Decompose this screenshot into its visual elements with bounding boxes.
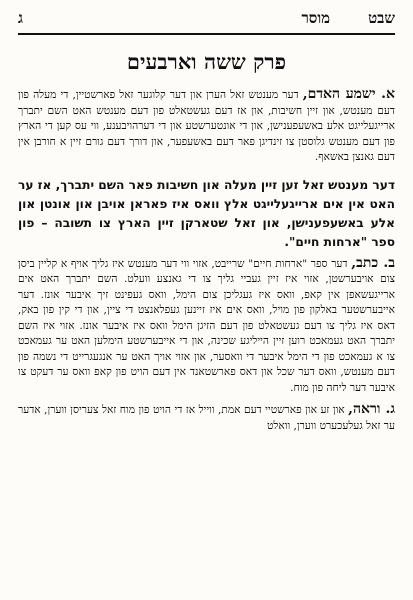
header-section-name: מוסר xyxy=(301,8,331,27)
summary-source: פון ספר "ארחות חיים". xyxy=(18,215,395,249)
paragraph-b xyxy=(18,256,395,397)
paragraph-g xyxy=(18,402,395,434)
running-header xyxy=(18,6,395,30)
header-rule xyxy=(18,33,395,35)
paragraph-a xyxy=(18,87,395,166)
paragraph-g-label: ג. וראה, xyxy=(348,401,395,417)
paragraph-a-label: א. ישמע האדם, xyxy=(302,86,395,102)
chapter-summary xyxy=(18,176,395,252)
summary-text: דער מענטש זאל זען זיין מעלה און חשיבות פאר השם יתברך, אז ער האט אין אים ארייגעלייגט אלץ וואס איז פאראן אויבן און אונטן און אלע באשעפענישן, און זאל שטארקן זיין הארץ צו תשובה – xyxy=(17,177,395,230)
header-book-name: שבט xyxy=(368,8,395,27)
paragraph-b-label: ב. כתב, xyxy=(351,254,396,271)
paragraph-b-text: דער ספר "ארחות חיים" שרייבט, אזוי ווי דער מענטש איז גליך אויף א קליין ביסן צום אויבערשטן, אזוי איז זיין געביי גליך צו די גאנצע וועלט. השם יתברך האט אים ארייגעשאפן אין קאפ, וואס איז געגליכן צום הימל, וואס געפינט זיך איבער אונז. דער אייבערשטער באלקון פון מויל, וואס אים איז זיינען געפלאנצט די ציין, און די קין פון באק, דאס איז גליך צו דעם געשטאלט פון דעם הזיגן הימל וואס איז איבער אונז. אזוי איז השם יתברך האט געמאכט רוען זיין הייליגע שכינה, און די אייבערשטע הימלען האט ער געמאכט צו א געמאכט פון די הימל איבער די וואסער, און אזוי אויך האט ער אנגעגרייט די נשמה פון דעם מענטש, וואס דער שכל און דאס פארשטאנד אין דעם הויט פון קאפ וואס ער דעקט צו איבער דער ליחה פון מוח. xyxy=(18,257,395,394)
paragraph-g-text: און זע און פארשטיי דעם אמת, ווייל אז די הויט פון מוח זאל צעריסן ווערן, אדער ער זאל געלעכערט ווערן, וואלט xyxy=(18,404,395,432)
paragraph-a-text: דער מענטש זאל הערן און דער קלוגער זאל פארשטיין, די מעלה פון דעם מענטש, און זיין חשיבות, און אז דעם געשטאלט פון דעם מענטש האט השם יתברך ארייגעלייגט אלע באשעפענישן, און די אונטערשטע און די דערהויבענע, ווי עס קען די הארץ פון דעם מענטש גלוסטן צו זינדיגן פאר דעם באשעפער, און דורך דעם גורם זיין א חורבן אין דעם גאנצן באשאף. xyxy=(18,89,395,163)
header-page-marker: ג xyxy=(18,8,23,27)
chapter-title: פרק ששה וארבעים xyxy=(126,49,287,74)
